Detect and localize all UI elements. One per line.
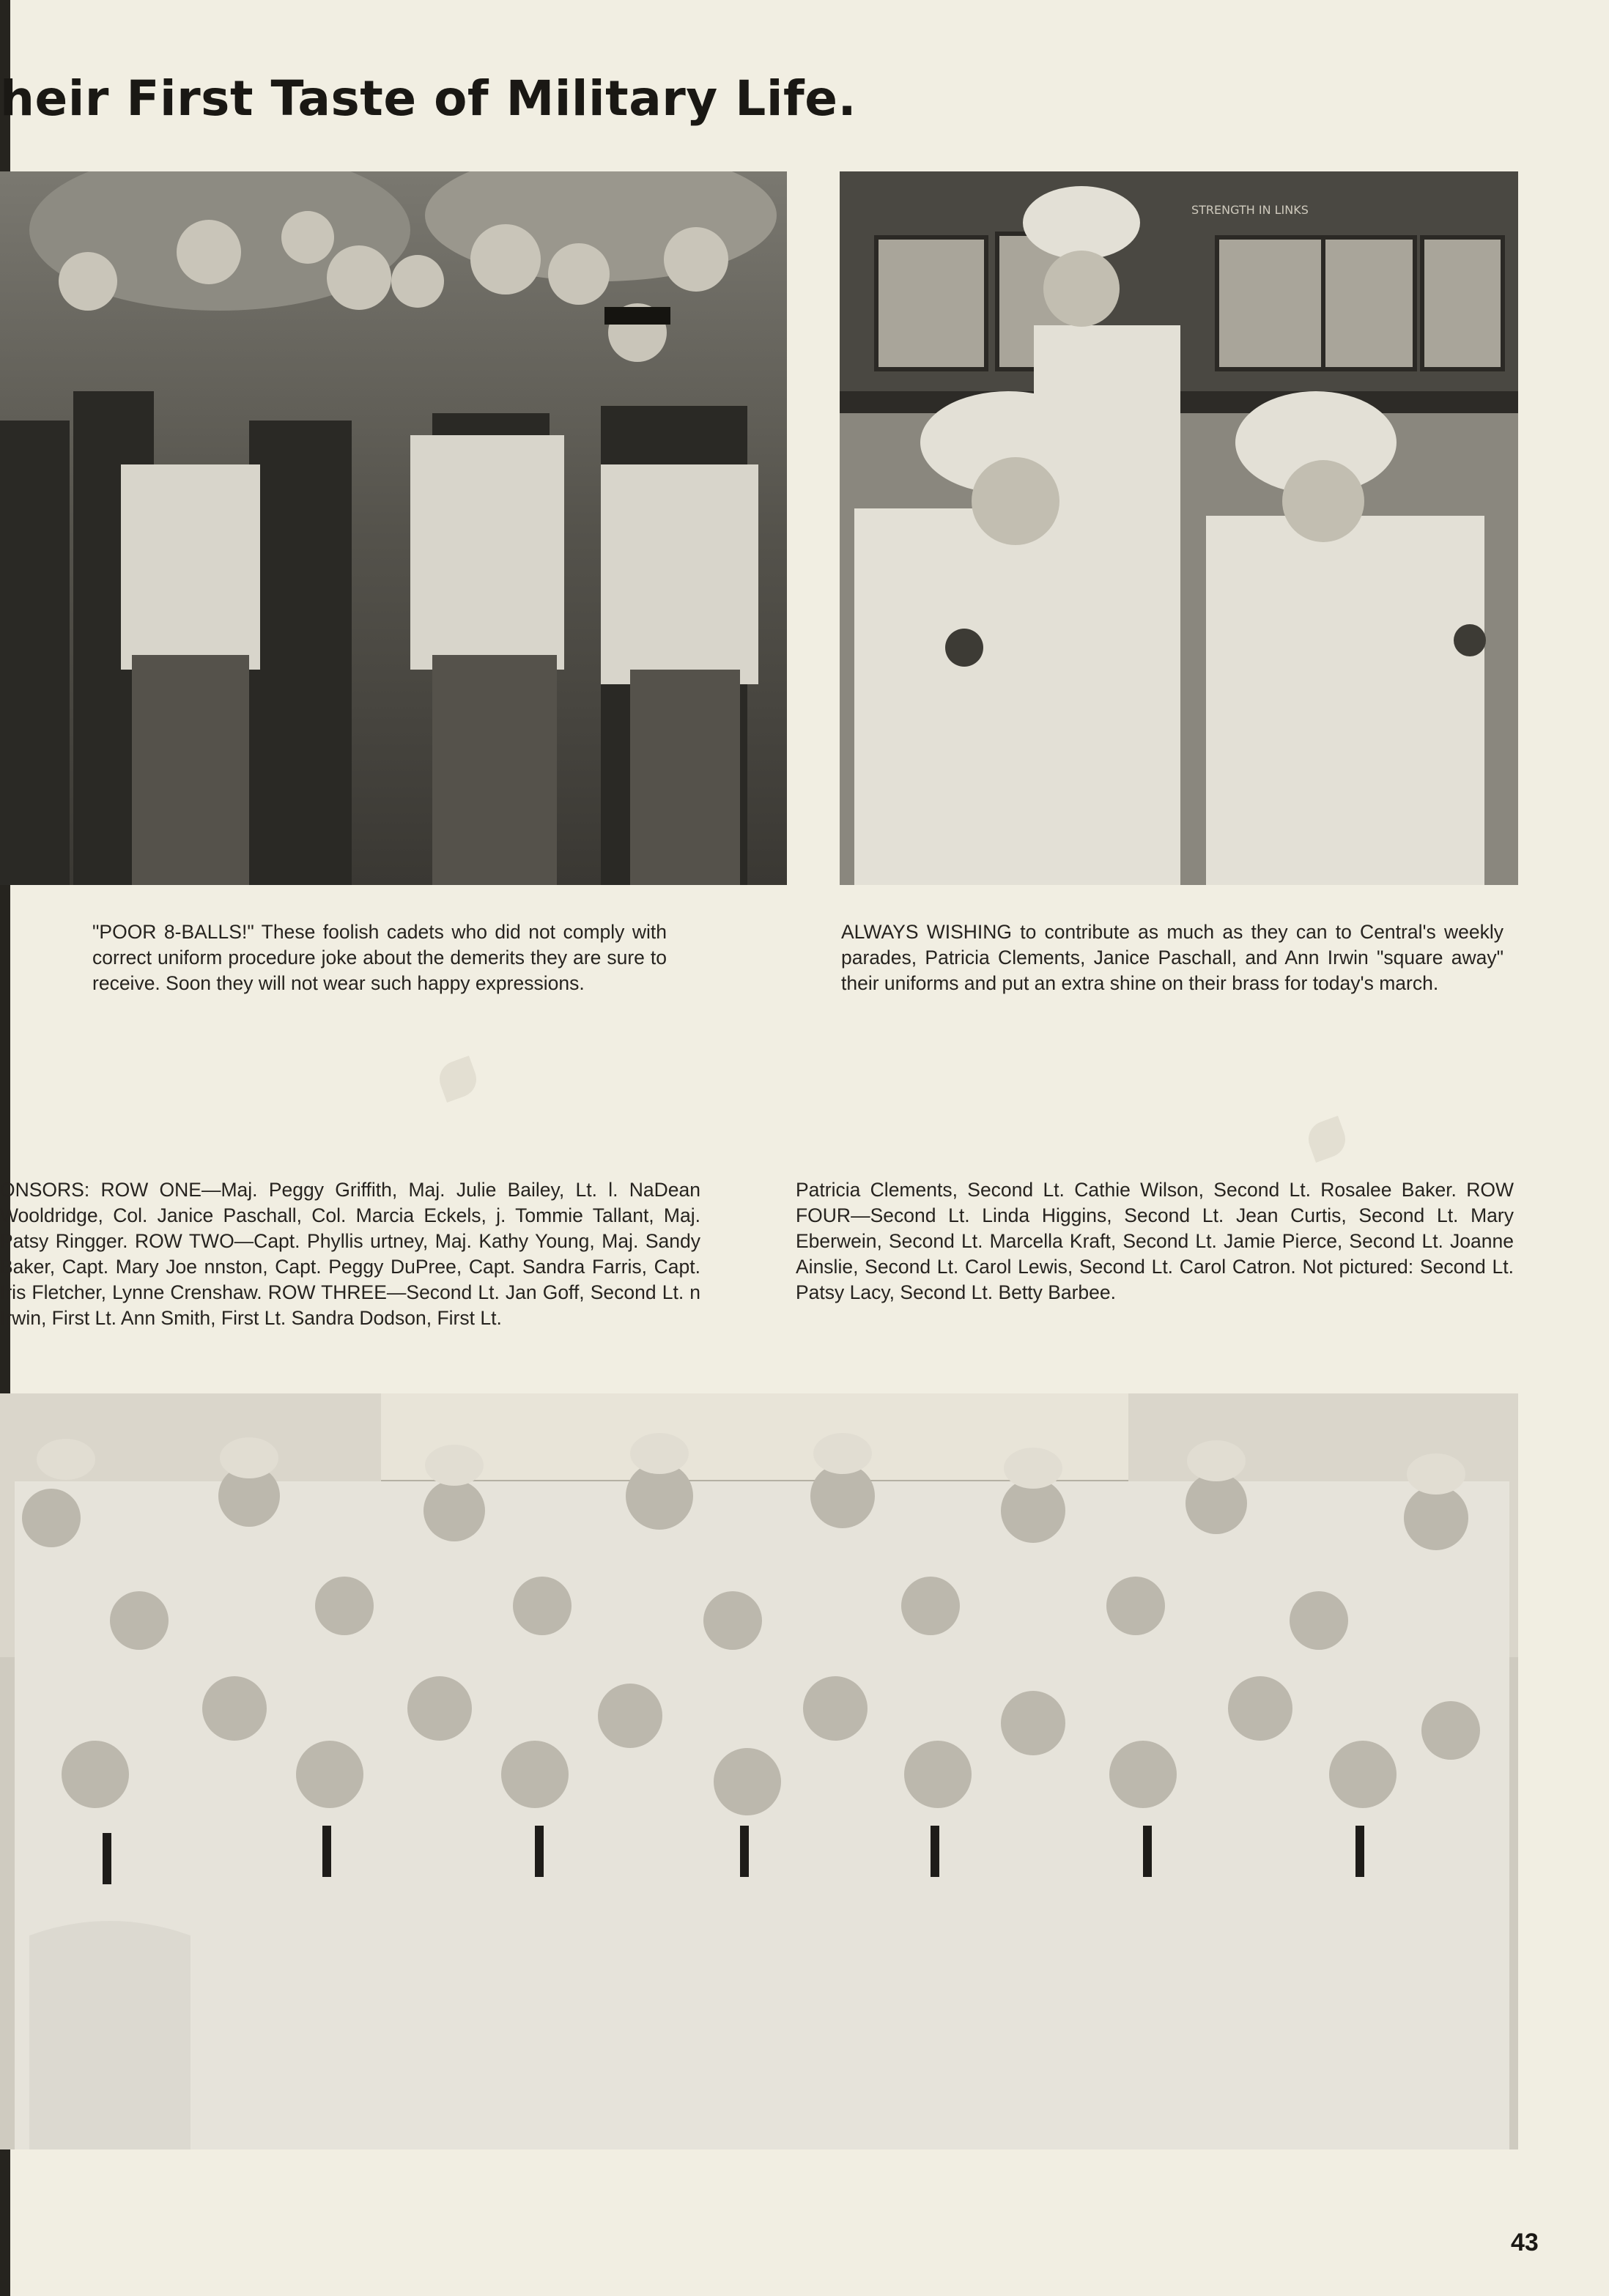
- page-number: 43: [1511, 2229, 1539, 2256]
- svg-text:STRENGTH IN LINKS: STRENGTH IN LINKS: [1191, 203, 1309, 217]
- caption-always-wishing: ALWAYS WISHING to contribute as much as they can to Central's weekly parades, Patricia Clements, Janice Paschall, and Ann Irwin "square away" their uniforms and put an extra shine on their brass for today's march.: [841, 921, 1503, 994]
- photo-cadets-group: [0, 171, 787, 885]
- sponsors-roster-right: Patricia Clements, Second Lt. Cathie Wilson, Second Lt. Rosalee Baker. ROW FOUR—Second Lt. Linda Higgins, Second Lt. Jean Curtis, Second Lt. Mary Eberwein, Second Lt. Marcella Kraft, Second Lt. Jamie Pierce, Second Lt. Joanne Ainslie, Second Lt. Carol Lewis, Second Lt. Carol Catron. Not pictured: Second Lt. Patsy Lacy, Second Lt. Betty Barbee.: [796, 1179, 1514, 1303]
- sponsors-roster-left: ONSORS: ROW ONE—Maj. Peggy Griffith, Maj. Julie Bailey, Lt. l. NaDean Wooldridge, Col. Janice Paschall, Col. Marcia Eckels, j. Tommie Tallant, Maj. Patsy Ringger. ROW TWO—Capt. Phyllis urtney, Maj. Kathy Young, Maj. Sandy Baker, Capt. Mary Joe nnston, Capt. Peggy DuPree, Capt. Sandra Farris, Capt. Iris Fletcher, Lynne Crenshaw. ROW THREE—Second Lt. Jan Goff, Second Lt. n Irwin, First Lt. Ann Smith, First Lt. Sandra Dodson, First Lt.: [0, 1179, 700, 1329]
- page-headline: heir First Taste of Military Life.: [0, 70, 857, 127]
- leaf-watermark: [434, 1056, 481, 1103]
- caption-poor-8-balls: "POOR 8-BALLS!" These foolish cadets who did not comply with correct uniform procedure joke about the demerits they are sure to receive. Soon they will not wear such happy expressions.: [92, 921, 667, 994]
- leaf-watermark: [1303, 1116, 1350, 1163]
- photo-sponsors-group: [0, 1393, 1518, 2149]
- photo-uniform-inspection: [840, 171, 1518, 885]
